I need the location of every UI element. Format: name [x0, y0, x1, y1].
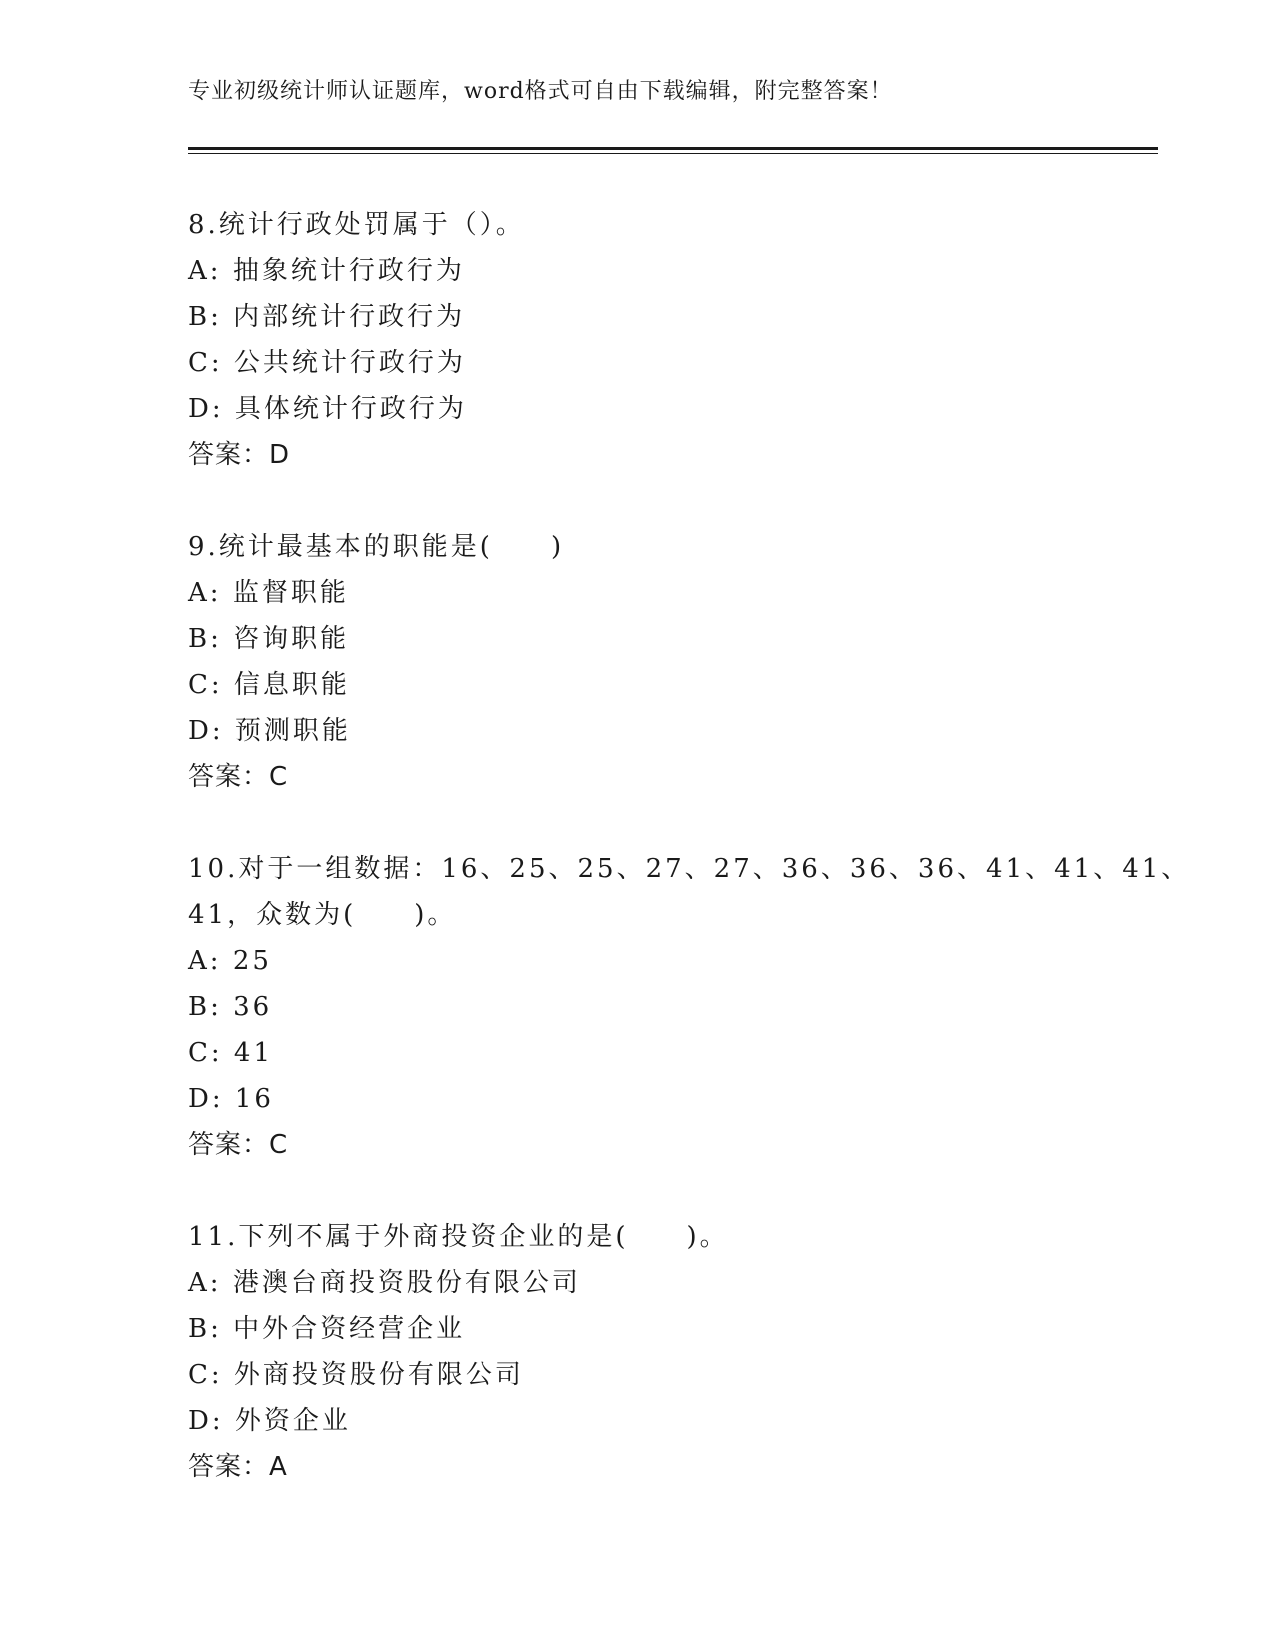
- option-text: 外商投资股份有限公司: [233, 1360, 524, 1390]
- option-text: 具体统计行政行为: [234, 394, 467, 424]
- question-9: [188, 524, 1158, 800]
- question-stem: 11.下列不属于外商投资企业的是( )。: [188, 1222, 729, 1252]
- option-letter: A:: [188, 256, 222, 286]
- question-11: [188, 1214, 1158, 1490]
- option-letter: C:: [188, 348, 223, 378]
- option-text: 信息职能: [233, 670, 350, 700]
- answer: 答案：A: [188, 1452, 288, 1482]
- option-b: [188, 294, 1158, 340]
- option-text: 公共统计行政行为: [233, 348, 466, 378]
- option-text: 外资企业: [234, 1406, 351, 1436]
- option-b: [188, 984, 1158, 1030]
- option-letter: B:: [188, 1314, 222, 1344]
- question-list: [188, 202, 1191, 1536]
- option-a: [188, 1260, 1158, 1306]
- answer: 答案：D: [188, 440, 291, 470]
- option-letter: B:: [188, 992, 222, 1022]
- answer: 答案：C: [188, 1130, 289, 1160]
- option-letter: A:: [188, 578, 222, 608]
- option-b: [188, 616, 1158, 662]
- answer: 答案：C: [188, 762, 289, 792]
- option-text: 41: [233, 1038, 274, 1068]
- option-text: 港澳台商投资股份有限公司: [232, 1268, 581, 1298]
- option-letter: D:: [188, 1406, 224, 1436]
- option-letter: B:: [188, 302, 222, 332]
- option-d: [188, 1076, 1158, 1122]
- option-letter: C:: [188, 1360, 223, 1390]
- question-stem: 10.对于一组数据：16、25、25、27、27、36、36、36、41、41、41、: [188, 854, 1191, 884]
- question-stem: 8.统计行政处罚属于（）。: [188, 210, 525, 240]
- option-a: [188, 938, 1158, 984]
- option-letter: A:: [188, 1268, 222, 1298]
- option-letter: D:: [188, 716, 224, 746]
- option-letter: D:: [188, 394, 224, 424]
- option-c: [188, 662, 1158, 708]
- option-c: [188, 340, 1158, 386]
- header-rule-thin: [188, 153, 1158, 154]
- option-a: [188, 248, 1158, 294]
- option-letter: C:: [188, 1038, 223, 1068]
- question-10: [188, 846, 1191, 1168]
- page-header-title: 专业初级统计师认证题库，word格式可自由下载编辑，附完整答案！: [188, 79, 893, 104]
- option-text: 36: [233, 992, 273, 1022]
- option-text: 抽象统计行政行为: [232, 256, 465, 286]
- option-d: [188, 386, 1158, 432]
- option-letter: D:: [188, 1084, 224, 1114]
- option-a: [188, 570, 1158, 616]
- option-text: 16: [234, 1084, 274, 1114]
- option-text: 内部统计行政行为: [233, 302, 466, 332]
- option-c: [188, 1352, 1158, 1398]
- option-text: 预测职能: [234, 716, 351, 746]
- option-text: 监督职能: [232, 578, 349, 608]
- option-b: [188, 1306, 1158, 1352]
- header-rule-thick: [188, 147, 1158, 150]
- option-letter: A:: [188, 946, 222, 976]
- option-c: [188, 1030, 1158, 1076]
- question-stem-continued: 41，众数为( )。: [188, 900, 457, 930]
- option-d: [188, 1398, 1158, 1444]
- option-letter: B:: [188, 624, 222, 654]
- question-stem: 9.统计最基本的职能是( ): [188, 532, 565, 562]
- option-text: 中外合资经营企业: [233, 1314, 466, 1344]
- option-text: 咨询职能: [233, 624, 350, 654]
- option-letter: C:: [188, 670, 223, 700]
- option-text: 25: [232, 946, 272, 976]
- option-d: [188, 708, 1158, 754]
- question-8: [188, 202, 1158, 478]
